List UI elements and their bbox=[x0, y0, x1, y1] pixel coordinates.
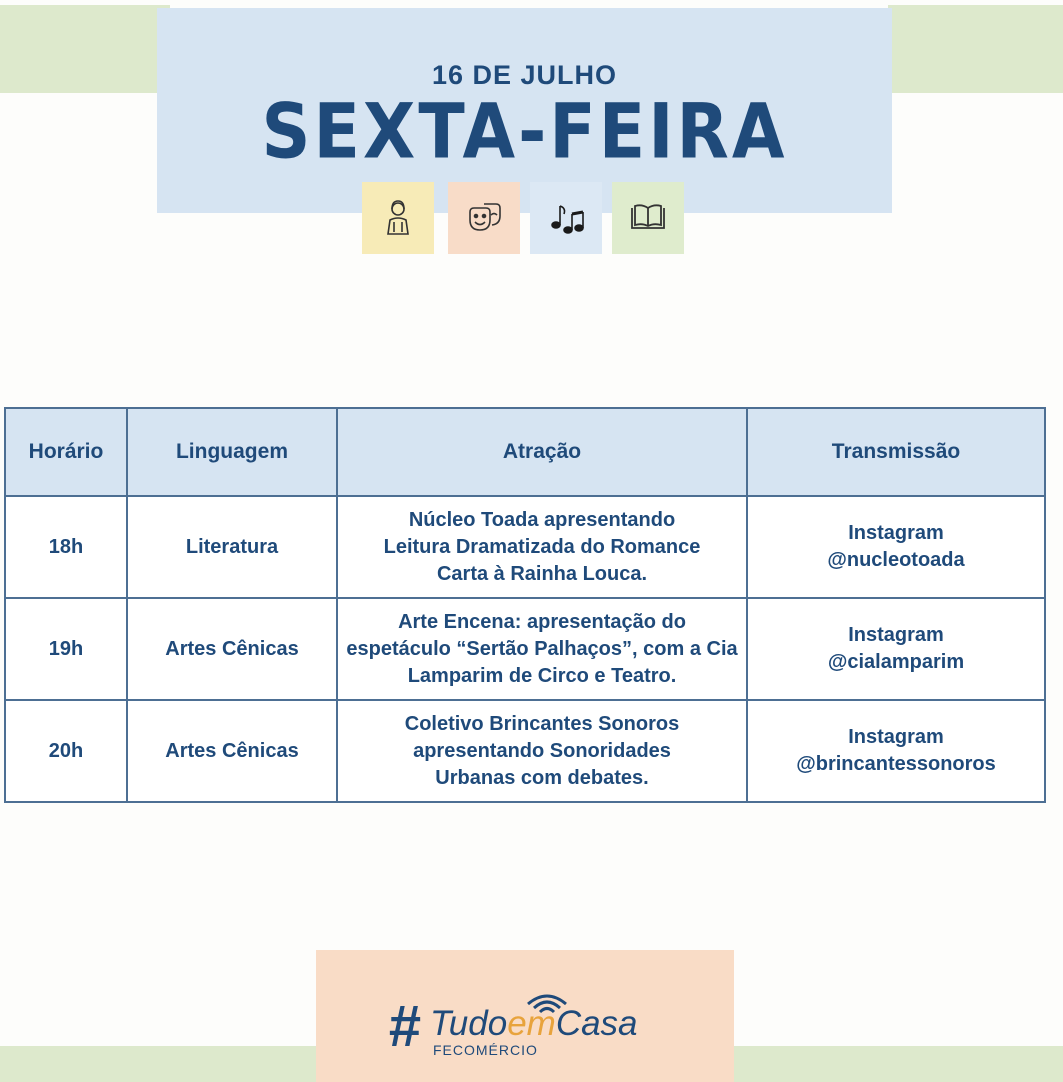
broadcast-platform: Instagram bbox=[848, 624, 944, 646]
time-cell: 18h bbox=[5, 496, 127, 598]
event-weekday: SEXTA-FEIRA bbox=[261, 88, 788, 177]
broadcast-cell bbox=[747, 700, 1045, 802]
logo-word-start: Tudo bbox=[430, 1004, 508, 1043]
logo-word-mid: em bbox=[507, 1004, 556, 1043]
broadcast-platform: Instagram bbox=[848, 522, 944, 544]
decorative-band-bottom-left bbox=[0, 1046, 320, 1082]
schedule-table bbox=[4, 407, 1046, 803]
column-header-broadcast: Transmissão bbox=[747, 408, 1045, 496]
broadcast-cell bbox=[747, 598, 1045, 700]
broadcast-handle: @cialamparim bbox=[827, 651, 965, 673]
decorative-band-bottom-right bbox=[728, 1046, 1063, 1082]
broadcast-cell bbox=[747, 496, 1045, 598]
attraction-cell: Núcleo Toada apresentando Leitura Dramatizada do Romance Carta à Rainha Louca. bbox=[337, 496, 747, 598]
attraction-cell: Arte Encena: apresentação do espetáculo “Sertão Palhaços”, com a Cia Lamparim de Circo e Teatro. bbox=[337, 598, 747, 700]
language-cell: Artes Cênicas bbox=[127, 598, 337, 700]
attraction-cell: Coletivo Brincantes Sonoros apresentando Sonoridades Urbanas com debates. bbox=[337, 700, 747, 802]
broadcast-handle: @brincantessonoros bbox=[796, 753, 996, 775]
theater-masks-icon bbox=[448, 182, 520, 254]
broadcast-platform: Instagram bbox=[848, 726, 944, 748]
logo-word-end: Casa bbox=[555, 1004, 638, 1043]
table-row bbox=[5, 700, 1045, 802]
music-notes-icon bbox=[530, 182, 602, 254]
language-cell: Literatura bbox=[127, 496, 337, 598]
table-header-row bbox=[5, 408, 1045, 496]
column-header-language: Linguagem bbox=[127, 408, 337, 496]
language-cell: Artes Cênicas bbox=[127, 700, 337, 802]
time-cell: 19h bbox=[5, 598, 127, 700]
table-row bbox=[5, 496, 1045, 598]
logo-wordmark bbox=[430, 1004, 638, 1044]
category-icons bbox=[362, 182, 692, 254]
logo-subtitle: FECOMÉRCIO bbox=[433, 1042, 538, 1058]
column-header-time: Horário bbox=[5, 408, 127, 496]
event-date: 16 DE JULHO bbox=[431, 60, 618, 90]
decorative-band-left bbox=[0, 5, 170, 93]
decorative-band-right bbox=[888, 5, 1063, 93]
column-header-attraction: Atração bbox=[337, 408, 747, 496]
table-row bbox=[5, 598, 1045, 700]
logo-hash: # bbox=[388, 994, 421, 1059]
open-book-icon bbox=[612, 182, 684, 254]
broadcast-handle: @nucleotoada bbox=[827, 549, 965, 571]
time-cell: 20h bbox=[5, 700, 127, 802]
tudo-em-casa-logo bbox=[388, 990, 678, 1070]
music-performer-icon bbox=[362, 182, 434, 254]
